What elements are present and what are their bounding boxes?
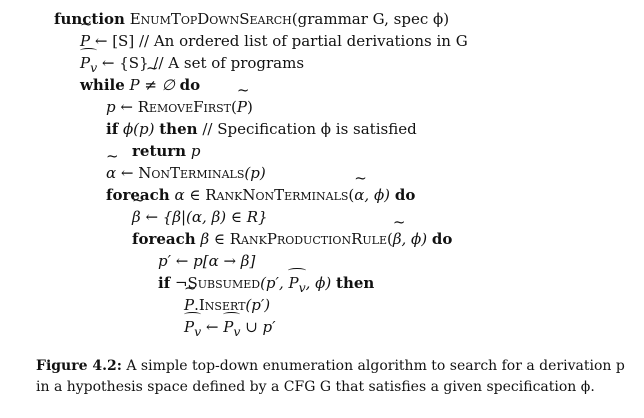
function-name: EnumTopDownSearch bbox=[129, 10, 292, 28]
arg-alpha-tilde: ~ α bbox=[354, 184, 364, 206]
paren-open: ( bbox=[348, 186, 355, 204]
rhs-pv-tilde: P bbox=[223, 318, 234, 336]
algo-line-11 bbox=[132, 228, 452, 250]
algo-line-1 bbox=[54, 8, 449, 30]
keyword-then: then bbox=[159, 120, 198, 138]
line-3-text: ← {S} // A set of programs bbox=[97, 54, 305, 72]
arg-pv-subscript: v bbox=[298, 280, 306, 295]
foreach-var: α ∈ bbox=[174, 186, 206, 204]
args-tail: , ϕ) bbox=[401, 230, 428, 248]
fn-rank-nonterminals: RankNonTerminals bbox=[205, 186, 349, 204]
keyword-return: return bbox=[132, 142, 187, 160]
args-tail: , ϕ) bbox=[364, 186, 391, 204]
keyword-foreach: foreach bbox=[132, 230, 196, 248]
keyword-do: do bbox=[431, 230, 453, 248]
algo-line-15 bbox=[184, 316, 276, 338]
union-tail: ∪ p′ bbox=[240, 318, 276, 336]
fn-insert: .Insert bbox=[194, 296, 246, 314]
algo-line-10 bbox=[132, 206, 268, 228]
algo-line-2 bbox=[80, 30, 468, 52]
line-12-text: p′ ← p[α → β] bbox=[158, 252, 256, 270]
foreach-var: β ∈ bbox=[200, 230, 230, 248]
negation: ¬ bbox=[174, 274, 188, 292]
fn-subsumed: Subsumed bbox=[187, 274, 261, 292]
algo-line-5 bbox=[106, 96, 253, 118]
algo-line-3 bbox=[80, 52, 304, 74]
keyword-do: do bbox=[394, 186, 416, 204]
paren-open: ( bbox=[386, 230, 393, 248]
paren-close: ) bbox=[246, 98, 253, 116]
var-pv-tilde: P bbox=[80, 54, 91, 72]
return-value: p bbox=[190, 142, 201, 160]
keyword-if: if bbox=[106, 120, 119, 138]
figure-caption bbox=[36, 356, 626, 398]
function-args: (grammar G, spec ϕ) bbox=[291, 10, 450, 28]
fn-nonterminals-args: (p) bbox=[244, 164, 266, 182]
assign-arrow: ← bbox=[116, 164, 139, 182]
caption-text: A simple top-down enumeration algorithm to search for a derivation p in a hypothesis space defined by a CFG G that satisfies a given specification ϕ. bbox=[36, 358, 625, 395]
keyword-if: if bbox=[158, 274, 171, 292]
var-p-tilde: ~ P bbox=[80, 30, 90, 52]
assign-p: p ← bbox=[106, 98, 138, 116]
lhs-pv-tilde: P bbox=[184, 318, 195, 336]
arg-pv-tilde: P bbox=[288, 274, 299, 292]
figure-label: Figure 4.2: bbox=[36, 358, 122, 374]
var-beta-tilde: ~ β bbox=[132, 206, 141, 228]
line-2-text: ← [S] // An ordered list of partial derivations in G bbox=[90, 32, 468, 50]
algo-line-4 bbox=[80, 74, 200, 96]
keyword-while: while bbox=[80, 76, 125, 94]
while-condition: ~ P ≠ ∅ bbox=[130, 74, 175, 96]
algo-line-9 bbox=[106, 184, 415, 206]
keyword-then: then bbox=[336, 274, 375, 292]
algo-line-12 bbox=[158, 250, 255, 272]
algo-line-7 bbox=[132, 140, 200, 162]
var-alpha-tilde: ~ α bbox=[106, 162, 116, 184]
obj-p-tilde: ~ P bbox=[184, 294, 194, 316]
keyword-do: do bbox=[179, 76, 201, 94]
fn-insert-args: (p′) bbox=[245, 296, 271, 314]
var-pv-subscript: v bbox=[90, 60, 98, 75]
fn-rank-production-rule: RankProductionRule bbox=[229, 230, 387, 248]
lhs-pv-subscript: v bbox=[194, 324, 202, 339]
arg-beta-tilde: ~ β bbox=[393, 228, 402, 250]
algo-line-6 bbox=[106, 118, 417, 140]
args-tail: , ϕ) bbox=[305, 274, 332, 292]
paren-open: ( bbox=[231, 98, 237, 116]
line-10-text: ← {β|(α, β) ∈ R} bbox=[140, 208, 268, 226]
assign-arrow: ← bbox=[201, 318, 224, 336]
fn-remove-first: RemoveFirst bbox=[137, 98, 232, 116]
args-head: (p′, bbox=[260, 274, 289, 292]
keyword-foreach: foreach bbox=[106, 186, 170, 204]
if-condition: ϕ(p) bbox=[122, 120, 155, 138]
arg-p-tilde: ~ P bbox=[237, 96, 247, 118]
fn-nonterminals: NonTerminals bbox=[138, 164, 245, 182]
algo-line-8 bbox=[106, 162, 266, 184]
comment-spec: // Specification ϕ is satisfied bbox=[202, 120, 417, 138]
keyword-function: function bbox=[54, 10, 125, 28]
rhs-pv-subscript: v bbox=[233, 324, 241, 339]
